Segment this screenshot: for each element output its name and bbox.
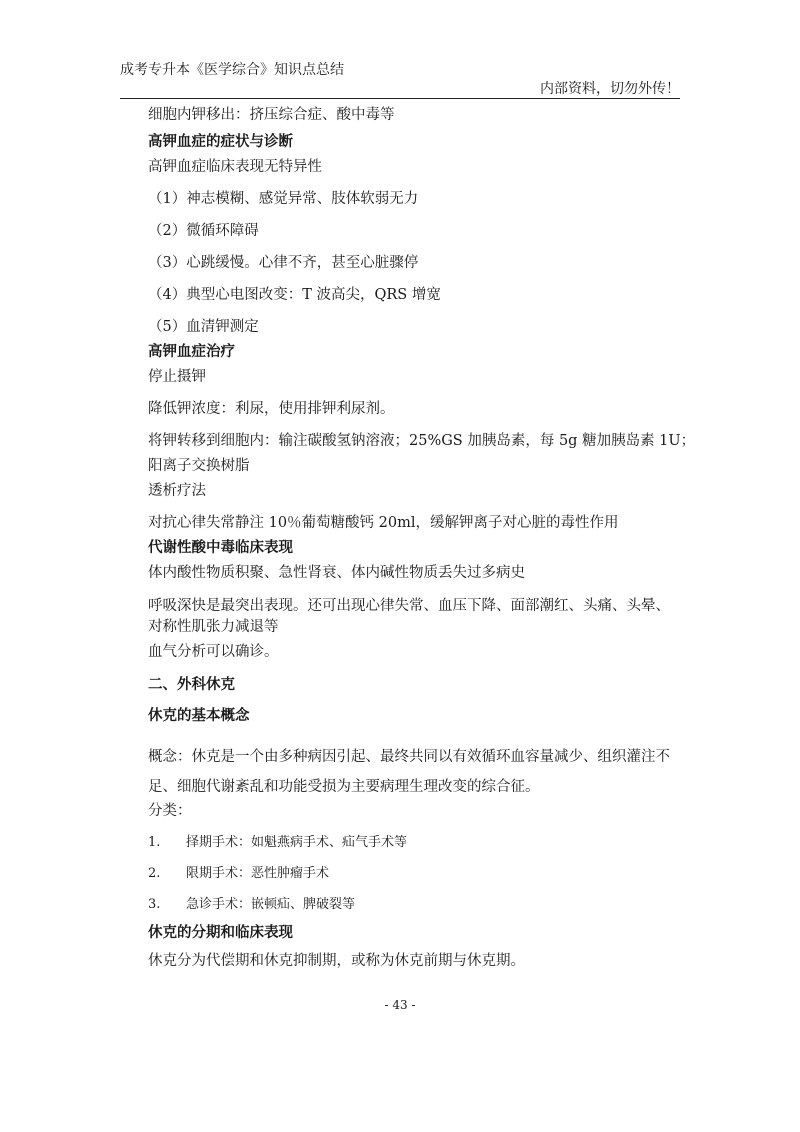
section-heading: 高钾血症治疗 — [148, 344, 235, 360]
text-line: 细胞内钾移出：挤压综合症、酸中毒等 — [148, 107, 395, 123]
text-paragraph: 呼吸深快是最突出表现。还可出现心律失常、血压下降、面部潮红、头痛、头晕、对称性肌张力减退等 — [148, 598, 670, 635]
list-item: （5）血清钾测定 — [148, 319, 259, 335]
text-line: 阳离子交换树脂 — [148, 458, 250, 474]
header-title: 成考专升本《医学综合》知识点总结 — [120, 62, 344, 78]
text-line: 分类： — [148, 803, 192, 819]
text-line: 将钾转移到细胞内：输注碳酸氢钠溶液；25%GS 加胰岛素，每 5g 糖加胰岛素 1U； — [148, 433, 696, 449]
list-item — [148, 895, 680, 914]
text-line: 对抗心律失常静注 10％葡萄糖酸钙 20ml，缓解钾离子对心脏的毒性作用 — [148, 515, 619, 531]
text-line: 高钾血症临床表现无特异性 — [148, 159, 322, 175]
list-number: 1. — [148, 835, 161, 850]
text-line: 血气分析可以确诊。 — [148, 644, 279, 660]
page-number: - 43 - — [384, 998, 416, 1012]
list-item — [148, 864, 680, 883]
list-text: 择期手术：如魁燕病手术、疝气手术等 — [186, 835, 408, 850]
list-item: （3）心跳缓慢。心律不齐，甚至心脏骤停 — [148, 255, 419, 271]
list-number: 3. — [148, 897, 161, 912]
list-number: 2. — [148, 866, 161, 881]
list-text: 急诊手术：嵌顿疝、脾破裂等 — [186, 897, 356, 912]
header-divider — [120, 98, 680, 99]
list-item: （2）微循环障碍 — [148, 223, 259, 239]
list-text: 限期手术：恶性肿瘤手术 — [186, 866, 330, 881]
section-heading: 高钾血症的症状与诊断 — [148, 134, 293, 150]
text-line: 体内酸性物质积聚、急性肾衰、体内碱性物质丢失过多病史 — [148, 565, 525, 581]
section-heading: 休克的分期和临床表现 — [148, 925, 293, 941]
page-content — [148, 100, 696, 971]
section-heading: 休克的基本概念 — [148, 708, 250, 724]
text-line: 停止摄钾 — [148, 369, 206, 385]
text-line: 降低钾浓度：利尿，使用排钾利尿剂。 — [148, 401, 395, 417]
chapter-heading: 二、外科休克 — [148, 677, 235, 693]
header-notice: 内部资料，切勿外传！ — [540, 81, 680, 97]
list-item: （1）神志模糊、感觉异常、肢体软弱无力 — [148, 191, 419, 207]
text-line: 透析疗法 — [148, 483, 206, 499]
list-item — [148, 833, 680, 852]
section-heading: 代谢性酸中毒临床表现 — [148, 540, 293, 556]
text-line: 休克分为代偿期和休克抑制期，或称为休克前期与休克期。 — [148, 953, 525, 969]
list-item: （4）典型心电图改变：T 波高尖，QRS 增宽 — [148, 287, 441, 303]
text-paragraph: 概念：休克是一个由多种病因引起、最终共同以有效循环血容量减少、组织灌注不足、细胞代谢紊乱和功能受损为主要病理生理改变的综合征。 — [148, 749, 670, 795]
